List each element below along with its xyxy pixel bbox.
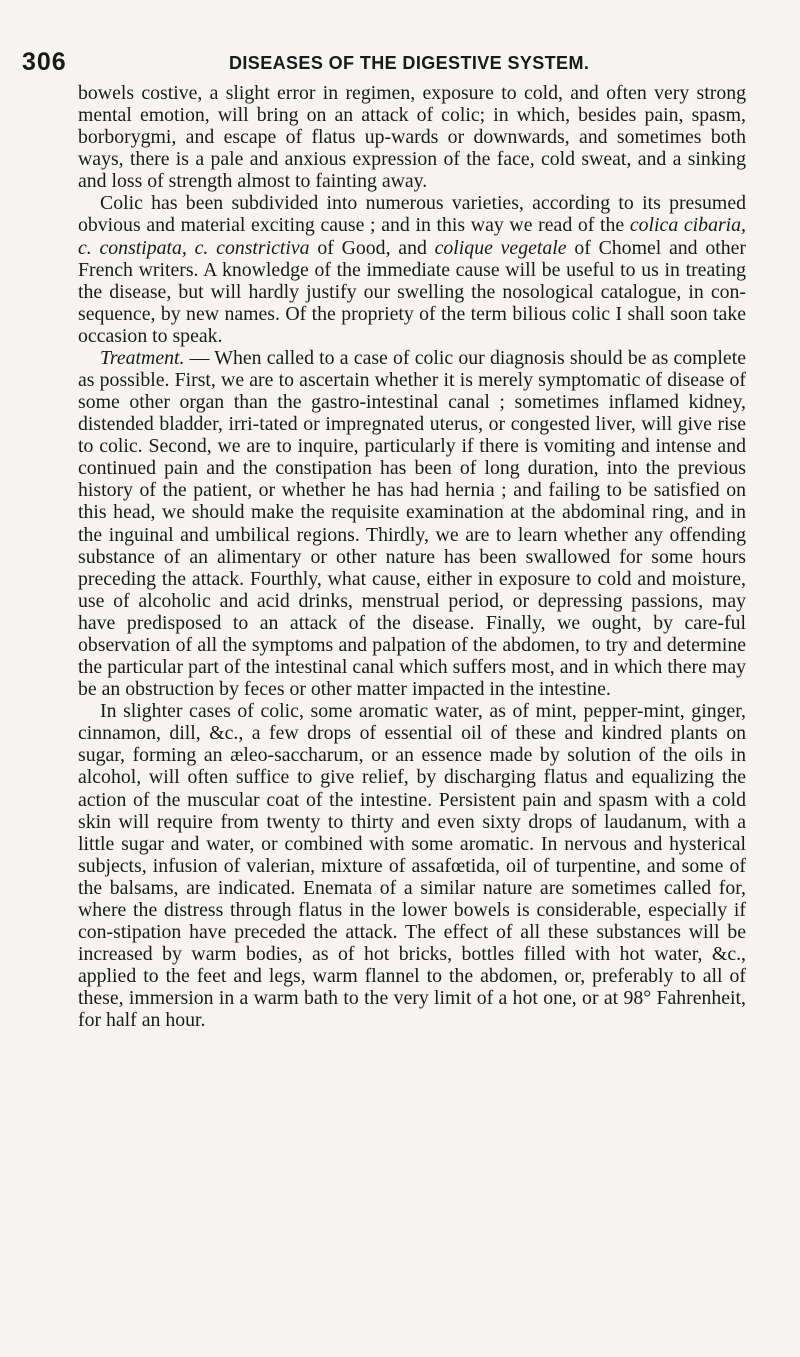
paragraph-text: — When called to a case of colic our diagnosis should be as complete as possible. First, we are to ascertain whether it is merely symptomatic of disease of some other organ than the gastro-intestinal canal ; sometimes inflamed kidney, distended bladder, irri-tated or impregnated uterus, or congested liver, will give rise to colic. Second, we are to inquire, particularly if there is vomiting and intense and continued pain and the constipation has been of long duration, into the previous history of the patient, or whether he has had hernia ; and failing to be satisfied on this head, we should make the requisite examination at the abdominal ring, and in the inguinal and umbilical regions. Thirdly, we are to learn whether any offending substance of an alimentary or other nature has been swallowed for some hours preceding the attack. Fourthly, what cause, either in exposure to cold and moisture, use of alcoholic and acid drinks, menstrual period, or depressing passions, may have predisposed to an attack of the disease. Finally, we ought, by care-ful observation of all the symptoms and palpation of the abdomen, to try and determine the particular part of the intestinal canal which suffers most, and in which there may be an obstruction by feces or other matter impacted in the intestine.: [78, 346, 746, 701]
body-text: [78, 82, 746, 1031]
italic-latin-terms: colica cibaria, c. constipata, c. constrictiva: [78, 214, 746, 259]
paragraph-text: of Chomel and other French writers. A knowledge of the immediate cause will be useful to us in treating the disease, but will hardly justify our swelling the nosological catalogue, in con-sequence, by new names. Of the propriety of the term bilious colic I shall soon take occasion to speak.: [78, 236, 746, 347]
paragraph-colic-varieties: [78, 192, 746, 347]
paragraph-continuation: [78, 82, 746, 192]
running-head: [22, 48, 762, 78]
paragraph-treatment: [78, 347, 746, 700]
section-lead-treatment: Treatment.: [100, 346, 185, 369]
page-number: 306: [22, 48, 67, 76]
paragraph-text: of Good, and: [309, 236, 435, 259]
chapter-header-title: DISEASES OF THE DIGESTIVE SYSTEM.: [229, 53, 590, 73]
paragraph-text: Colic has been subdivided into numerous varieties, according to its presumed obvious and material exciting cause ; and in this way we read of the: [78, 192, 746, 237]
paragraph-text: bowels costive, a slight error in regimen, exposure to cold, and often very strong mental emotion, will bring on an attack of colic; in which, besides pain, spasm, borborygmi, and escape of flatus up-wards or downwards, and sometimes both ways, there is a pale and anxious expression of the face, cold sweat, and a sinking and loss of strength almost to fainting away.: [78, 82, 746, 193]
italic-french-term: colique vegetale: [434, 236, 567, 259]
paragraph-slighter-cases: [78, 700, 746, 1031]
paragraph-text: In slighter cases of colic, some aromatic water, as of mint, pepper-mint, ginger, cinnamon, dill, &c., a few drops of essential oil of these and kindred plants on sugar, forming an æleo-saccharum, or an essence made by solution of the oils in alcohol, will often suffice to give relief, by discharging flatus and equalizing the action of the muscular coat of the intestine. Persistent pain and spasm with a cold skin will require from twenty to thirty and even sixty drops of laudanum, with a little sugar and water, or combined with some aromatic. In nervous and hysterical subjects, infusion of valerian, mixture of assafœtida, oil of turpentine, and some of the balsams, are indicated. Enemata of a similar nature are sometimes called for, where the distress through flatus in the lower bowels is considerable, especially if con-stipation have preceded the attack. The effect of all these substances will be increased by warm bodies, as of hot bricks, bottles filled with hot water, &c., applied to the feet and legs, warm flannel to the abdomen, or, preferably to all of these, immersion in a warm bath to the very limit of a hot one, or at 98° Fahrenheit, for half an hour.: [78, 700, 746, 1032]
